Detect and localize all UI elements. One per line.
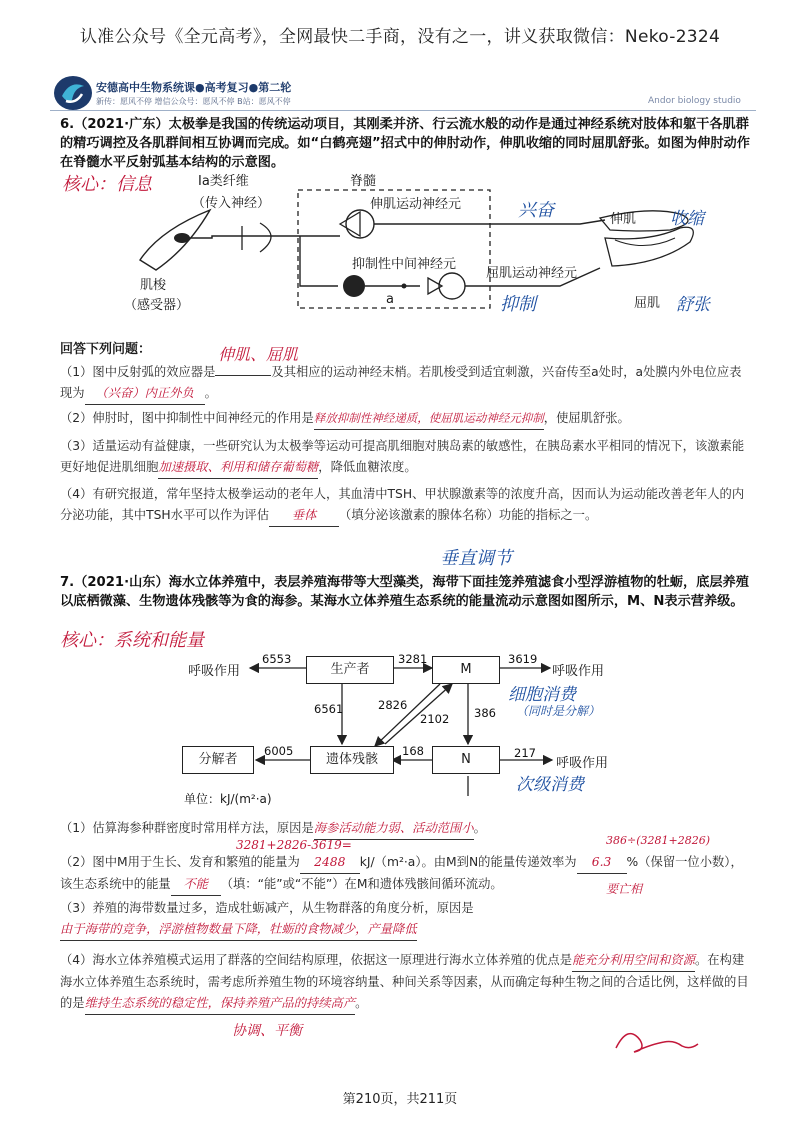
q6-part1: （1）图中反射弧的效应器是 及其相应的运动神经末梢。若肌梭受到适宜刺激，兴奋传至a处时，a处膜内外电位应表现为 （兴奋）内正外负 。 [60,362,750,405]
q6-part2: （2）伸肘时，图中抑制性中间神经元的作用是释放抑制性神经递质，使屈肌运动神经元抑制，使屈肌舒张。 [60,408,750,430]
q7-value-2826: 2826 [378,698,408,712]
q7-label-resp3: 呼吸作用 [556,756,609,771]
q7-handnote-core: 核心：系统和能量 [60,630,204,651]
header-slogan: 新传：愿风不停 增信公众号：愿风不停 B站：愿风不停 [96,97,291,106]
q6-label-flexor-neuron: 屈肌运动神经元 [486,266,578,281]
q7-label-resp2: 呼吸作用 [552,664,605,679]
q7-node-m: M [432,656,500,684]
logo-icon [52,74,94,112]
q7-part4: （4）海水立体养殖模式运用了群落的空间结构原理，依据这一原理进行海水立体养殖的优点是能充分利用空间和资源。在构建海水立体养殖生态系统时，需考虑所养殖生物的环境容纳量、种间关系等因素，从而确定每种生物之间的合适比例，这样做的目的是维持生态系统的稳定性，保持养殖产品的持续高产。 [60,950,750,1015]
q6-hand-inhibit: 抑制 [500,294,536,315]
q7-title: 7.（2021·山东）海水立体养殖中，表层养殖海带等大型藻类，海带下面挂笼养殖滤食小型浮游植物的牡蛎，底层养殖以底栖微藻、生物遗体残骸等为食的海参。某海水立体养殖生态系统的能量流动示意图如图所示，M、N表示营养级。 [60,575,749,609]
page-number: 第210页，共211页 [342,1092,458,1107]
q7-node-producer: 生产者 [306,656,394,684]
q7-value-2102: 2102 [420,712,450,726]
q7-label-resp1: 呼吸作用 [188,664,241,679]
q7-hand-m: 细胞消费 [508,685,576,705]
q7-value-6561: 6561 [314,702,344,716]
q7-node-remains: 遗体残骸 [310,746,394,774]
q7-p2-answer3: 不能 [171,874,221,896]
q7-value-6005: 6005 [264,744,294,758]
q7-node-n: N [432,746,500,774]
q7-p2-answer2: 6.3 [577,852,627,874]
q7-hand-n: 次级消费 [516,775,584,795]
q6-hand-contract: 收缩 [670,209,704,229]
q6-handnote-core: 核心：信息 [62,174,152,195]
q7-p4-answer2: 维持生态系统的稳定性，保持养殖产品的持续高产 [85,993,356,1015]
q7-value-6553: 6553 [262,652,292,666]
q6-label-extensor: 伸肌 [610,212,637,227]
q6-label-spinal: 脊髓 [350,174,377,189]
q6-p3-answer: 加速摄取、利用和储存葡萄糖 [158,457,318,479]
q6-answer-prompt: 回答下列问题： [60,342,152,357]
q6-title: 6.（2021·广东）太极拳是我国的传统运动项目，其刚柔并济、行云流水般的动作是通过神经系统对肢体和躯干各肌群的精巧调控及各肌群间相互协调而完成。如“白鹤亮翅”招式中的伸肘动作，伸肌收缩的同时屈肌舒张。如图为伸肘动作在脊髓水平反射弧基本结构的示意图。 [60,117,750,170]
q7-value-386: 386 [474,706,496,720]
q6-hand-relax: 舒张 [676,295,710,315]
q6-label-flexor: 屈肌 [634,296,661,311]
q7-hand-calc2: 386÷(3281+2826) [606,834,711,847]
q7-hand-balance: 协调、平衡 [232,1023,302,1039]
q6-p4-answer: 垂体 [269,505,339,527]
q6-part3: （3）适量运动有益健康，一些研究认为太极拳等运动可提高肌细胞对胰岛素的敏感性，在胰岛素水平相同的情况下，该激素能更好地促进肌细胞加速摄取、利用和储存葡萄糖，降低血糖浓度。 [60,436,750,479]
q7-node-decomposer: 分解者 [182,746,254,774]
q6-part4: （4）有研究报道，常年坚持太极拳运动的老年人，其血清中TSH、甲状腺激素等的浓度升高，因而认为运动能改善老年人的内分泌功能，其中TSH水平可以作为评估 垂体 （填分泌该激素的腺体名称）功能的指标之一。 [60,484,750,527]
q7-part1: （1）估算海参种群密度时常用样方法，原因是海参活动能力弱、活动范围小。 [60,818,750,840]
q7-p2-answer1: 2488 [300,852,360,874]
top-banner: 认准公众号《全元高考》，全网最快二手商，没有之一，讲义获取微信：Neko-2324 [79,27,721,47]
q7-value-168: 168 [402,744,424,758]
q7-value-3619: 3619 [508,652,538,666]
course-title: 安德高中生物系统课●高考复习●第二轮 [96,81,292,94]
q7-unit: 单位：kJ/(m²·a) [184,792,272,806]
studio-label: Andor biology studio [648,96,741,106]
q7-hand-m2: （同时是分解） [516,704,601,718]
q7-value-3281: 3281 [398,652,428,666]
q7-p3-answer: 由于海带的竞争，浮游植物数量下降，牡蛎的食物减少，产量降低 [60,919,417,941]
q6-p1-answer: （兴奋）内正外负 [85,383,205,405]
q6-label-fiber: Ia类纤维 [198,174,249,189]
q7-hand-link: 要亡相 [606,882,643,896]
header-divider [50,110,756,111]
q7-p4-answer1: 能充分利用空间和资源 [572,950,695,972]
q6-label-extensor-neuron: 伸肌运动神经元 [370,197,462,212]
q7-part3: （3）养殖的海带数量过多，造成牡蛎减产，从生物群落的角度分析，原因是由于海带的竞争，浮游植物数量下降，牡蛎的食物减少，产量降低 [60,898,750,941]
q6-p2-answer: 释放抑制性神经递质，使屈肌运动神经元抑制 [314,408,544,430]
q7-p1-answer: 海参活动能力弱、活动范围小 [314,818,474,840]
q6-hand-excite: 兴奋 [518,200,554,221]
q6-label-spindle: 肌梭 [140,278,167,293]
q6-label-fiber-sub: （传入神经） [192,196,271,211]
q7-hand-calc1: 3281+2826-3619= [236,838,352,852]
q6-label-point-a: a [386,292,394,307]
signature [612,1020,702,1064]
q7-part2: （2）图中M用于生长、发育和繁殖的能量为 2488 kJ/（m²·a）。由M到N的能量传递效率为 6.3 %（保留一位小数），该生态系统中的能量 不能 （填：“能”或“不能”）在M和遗体残骸间循环流动。 [60,852,750,896]
q6-hand-effector: 伸肌、屈肌 [218,345,299,364]
q7-value-217: 217 [514,746,536,760]
q6-label-spindle-sub: （感受器） [124,298,190,313]
q6-hand-regulate: 垂直调节 [440,548,512,569]
q6-label-inhibitory: 抑制性中间神经元 [352,257,457,272]
